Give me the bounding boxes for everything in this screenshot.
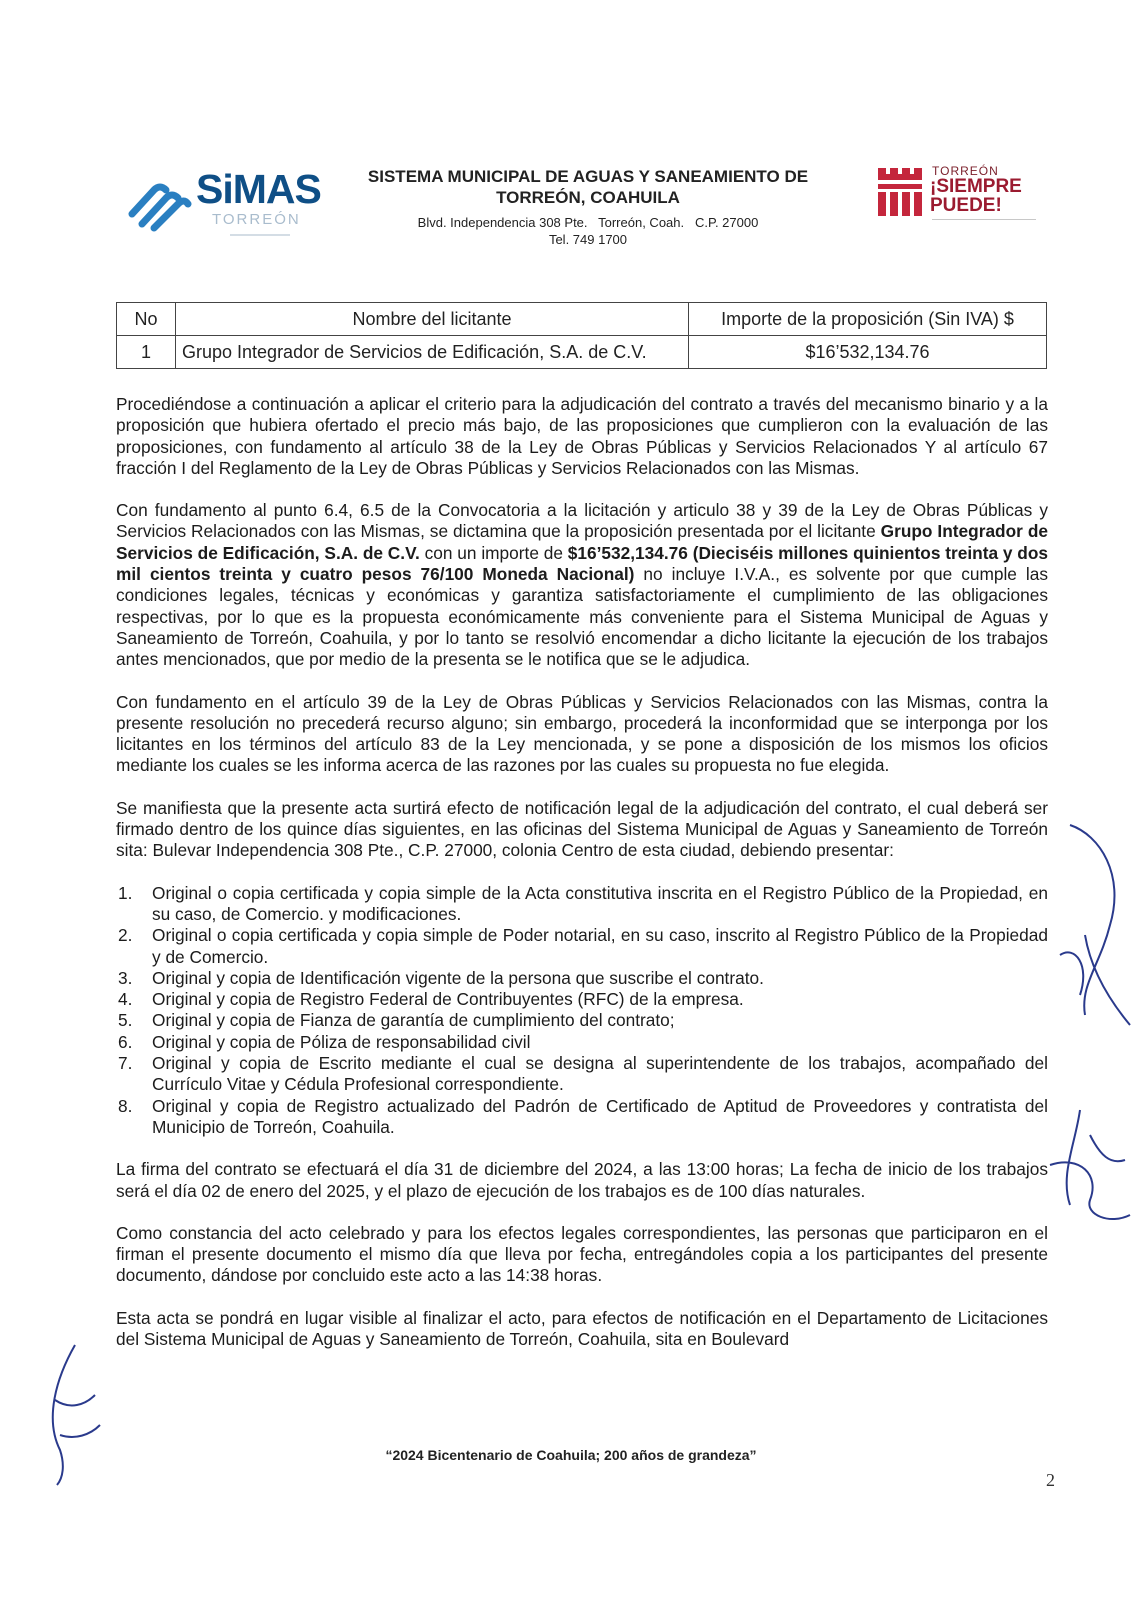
- cell-bidder-name: Grupo Integrador de Servicios de Edificación, S.A. de C.V.: [176, 336, 689, 369]
- simas-wordmark: SiMAS: [196, 166, 321, 212]
- paragraph-posting: Esta acta se pondrá en lugar visible al finalizar el acto, para efectos de notificación en el Departamento de Licitaciones del Sistema Municipal de Aguas y Saneamiento de Torreón, Coahuila, sita en Boulevard: [116, 1307, 1048, 1349]
- simas-droplet-icon: [126, 170, 192, 232]
- torreon-rule: [932, 219, 1036, 220]
- org-phone: Tel. 749 1700: [548, 232, 628, 247]
- ruling-text-e: no incluye I.V.A., es solvente por que cumple las condiciones legales, técnicas y económicas y garantiza satisfactoriamente el cumplimiento de las obligaciones respectivas, por lo que es la propuesta económicamente más conveniente para el Sistema Municipal de Aguas y Saneamiento de Torreón, Coahuila, y por lo tanto se resolvió encomendar a dicho licitante la ejecución de los trabajos antes mencionados, que por medio de la presenta se le notifica que se le adjudica.: [116, 564, 1048, 670]
- paragraph-criteria: Procediéndose a continuación a aplicar el criterio para la adjudicación del contrato a través del mecanismo binario y a la proposición que hubiera ofertado el precio más bajo, de las proposiciones que cumplieron con la evaluación de las proposiciones, con fundamento al artículo 38 de la Ley de Obras Públicas y Servicios Relacionados Y al artículo 67 fracción I del Reglamento de la Ley de Obras Públicas y Servicios Relacionados con las Mismas.: [116, 394, 1048, 478]
- table-header-row: [117, 303, 1047, 336]
- simas-tagline-rule: [230, 234, 290, 236]
- org-address: Blvd. Independencia 308 Pte. Torreón, Coah. C.P. 27000: [417, 215, 759, 230]
- paragraph-constancy: Como constancia del acto celebrado y para los efectos legales correspondientes, las personas que participaron en el firman el presente documento el mismo día que lleva por fecha, entregándoles copia a los participantes del presente documento, dándose por concluido este acto a las 14:38 horas.: [116, 1222, 1048, 1286]
- footer-motto: “2024 Bicentenario de Coahuila; 200 años de grandeza”: [385, 1447, 757, 1463]
- list-item: 7. Original y copia de Escrito mediante el cual se designa al superintendente de los trabajos, acompañado del Currículo Vitae y Cédula Profesional correspondiente.: [118, 1053, 1048, 1095]
- org-name-line1: SISTEMA MUNICIPAL DE AGUAS Y SANEAMIENTO DE: [367, 167, 809, 186]
- paragraph-notification: Se manifiesta que la presente acta surtirá efecto de notificación legal de la adjudicación del contrato, el cual deberá ser firmado dentro de los quince días siguientes, en las oficinas del Sistema Municipal de Aguas y Saneamiento de Torreón sita: Bulevar Independencia 308 Pte., C.P. 27000, colonia Centro de esta ciudad, debiendo presentar:: [116, 797, 1048, 861]
- list-item: 6. Original y copia de Póliza de responsabilidad civil: [118, 1031, 531, 1052]
- torreon-castle-icon: [878, 168, 924, 218]
- document-header: [338, 166, 838, 248]
- torreon-slogan: [930, 177, 1022, 215]
- ruling-text-c: con un importe de: [419, 542, 568, 563]
- paragraph-ruling: [116, 500, 1048, 670]
- cell-amount: $16’532,134.76: [689, 336, 1047, 369]
- torreon-slogan-line2: PUEDE!: [930, 195, 1002, 216]
- header-bidder-name: Nombre del licitante: [176, 303, 689, 336]
- torreon-slogan-line1: ¡SIEMPRE: [930, 176, 1022, 197]
- simas-city: TORREÓN: [212, 211, 301, 228]
- simas-logo: [126, 164, 326, 264]
- list-item: 3. Original y copia de Identificación vigente de la persona que suscribe el contrato.: [118, 967, 764, 988]
- header-no: No: [117, 303, 176, 336]
- org-name-line2: TORREÓN, COAHUILA: [496, 188, 680, 207]
- page-number: 2: [1046, 1470, 1055, 1490]
- bidders-table: [116, 302, 1047, 369]
- torreon-logo: [878, 164, 1038, 234]
- ruling-text-a: Con fundamento al punto 6.4, 6.5 de la Convocatoria a la licitación y articulo 38 y 39 de la Ley de Obras Públicas y Servicios Relacionados con las Mismas, se dictamina que la proposición presentada por el licitante: [116, 500, 1048, 542]
- torreon-city-label: TORREÓN: [932, 164, 999, 178]
- ruling-amount: $16’532,134.76 (Dieciséis millones quinientos treinta y dos mil cientos treinta y cuatro pesos 76/100 Moneda Nacional): [116, 542, 1049, 585]
- cell-no: 1: [117, 336, 176, 369]
- list-item: 1. Original o copia certificada y copia simple de la Acta constitutiva inscrita en el Registro Público de la Propiedad, en su caso, de Comercio. y modificaciones.: [118, 882, 1048, 924]
- ruling-bidder: Grupo Integrador de Servicios de Edificación, S.A. de C.V.: [116, 521, 1048, 563]
- paragraph-contract-dates: La firma del contrato se efectuará el día 31 de diciembre del 2024, a las 13:00 horas; La fecha de inicio de los trabajos será el día 02 de enero del 2025, y el plazo de ejecución de los trabajos es de 100 días naturales.: [116, 1159, 1048, 1201]
- header-amount: Importe de la proposición (Sin IVA) $: [689, 303, 1047, 336]
- table-row: [117, 336, 1047, 369]
- list-item: 5. Original y copia de Fianza de garantía de cumplimiento del contrato;: [118, 1010, 675, 1031]
- paragraph-appeals: Con fundamento en el artículo 39 de la Ley de Obras Públicas y Servicios Relacionados con las Mismas, contra la presente resolución no precederá recurso alguno; sin embargo, procederá la inconformidad que se interponga por los licitantes en los términos del artículo 83 de la Ley mencionada, y se pone a disposición de los mismos los oficios mediante los cuales se les informa acerca de las razones por las cuales su propuesta no fue elegida.: [116, 691, 1048, 776]
- list-item: 2. Original o copia certificada y copia simple de Poder notarial, en su caso, inscrito al Registro Público de la Propiedad y de Comercio.: [118, 925, 1048, 967]
- signature-left-bottom: [35, 1340, 105, 1490]
- list-item: 8. Original y copia de Registro actualizado del Padrón de Certificado de Aptitud de Proveedores y contratista del Municipio de Torreón, Coahuila.: [118, 1095, 1048, 1137]
- document-body: [116, 394, 1048, 1350]
- requirements-list: [116, 883, 1048, 1139]
- list-item: 4. Original y copia de Registro Federal de Contribuyentes (RFC) de la empresa.: [118, 989, 744, 1010]
